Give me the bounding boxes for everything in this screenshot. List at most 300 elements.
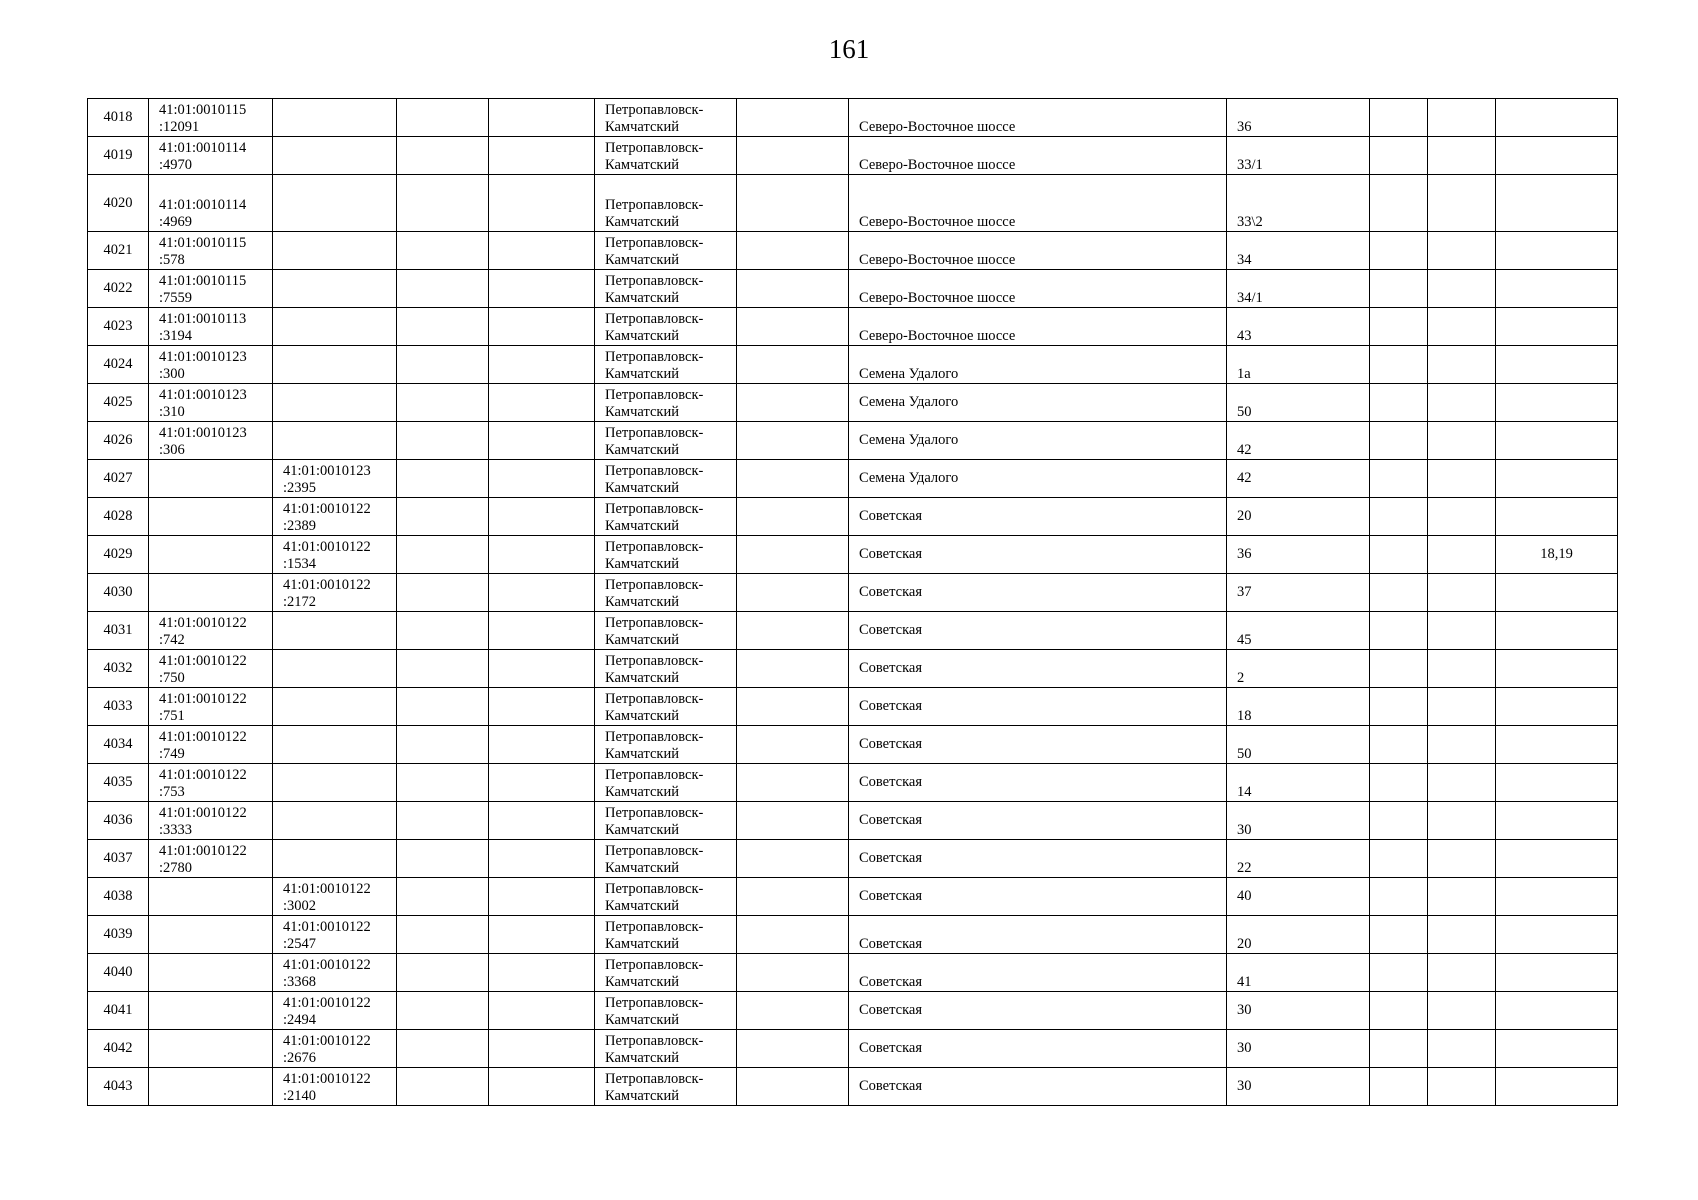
street-cell-text: Советская <box>859 698 922 714</box>
city-cell <box>595 954 737 992</box>
city-cell-text: Петропавловск- <box>605 102 704 118</box>
cadastral-number-alt-cell-text: 41:01:0010122 <box>283 1033 371 1049</box>
cadastral-number-alt-cell <box>273 422 397 460</box>
street-cell <box>849 650 1227 688</box>
city-cell <box>595 384 737 422</box>
cadastral-number-cell-text: 41:01:0010114 <box>159 197 247 213</box>
city-cell-text: Петропавловск- <box>605 273 704 289</box>
cadastral-number-cell-text: :306 <box>159 442 185 458</box>
row-number-cell-text: 4041 <box>103 1002 133 1018</box>
empty-cell <box>397 384 489 422</box>
city-cell <box>595 346 737 384</box>
house-number-cell-text: 36 <box>1237 546 1252 562</box>
table-row <box>88 536 1618 574</box>
table-row <box>88 650 1618 688</box>
street-cell-text: Советская <box>859 888 922 904</box>
street-cell-text: Семена Удалого <box>859 394 959 410</box>
street-cell <box>849 1068 1227 1106</box>
cadastral-number-cell <box>149 916 273 954</box>
table-row <box>88 992 1618 1030</box>
empty-cell <box>397 802 489 840</box>
street-cell <box>849 1030 1227 1068</box>
house-number-cell-text: 33/1 <box>1237 157 1263 173</box>
house-number-cell <box>1227 1068 1370 1106</box>
empty-cell <box>1370 840 1428 878</box>
note-cell <box>1496 536 1618 574</box>
street-cell-text: Северо-Восточное шоссе <box>859 252 1016 268</box>
house-number-cell-text: 42 <box>1237 470 1252 486</box>
house-number-cell <box>1227 346 1370 384</box>
empty-cell <box>737 232 849 270</box>
city-cell-text: Петропавловск- <box>605 501 704 517</box>
row-number-cell-text: 4042 <box>103 1040 133 1056</box>
note-cell <box>1496 840 1618 878</box>
cadastral-number-cell <box>149 99 273 137</box>
city-cell-text: Камчатский <box>605 746 679 762</box>
cadastral-number-cell-text: :749 <box>159 746 185 762</box>
empty-cell <box>737 878 849 916</box>
street-cell-text: Северо-Восточное шоссе <box>859 157 1016 173</box>
city-cell-text: Петропавловск- <box>605 881 704 897</box>
row-number-cell-text: 4038 <box>103 888 133 904</box>
empty-cell <box>737 384 849 422</box>
empty-cell <box>737 99 849 137</box>
cadastral-number-cell <box>149 612 273 650</box>
cadastral-number-cell <box>149 840 273 878</box>
empty-cell <box>397 498 489 536</box>
house-number-cell-text: 40 <box>1237 888 1252 904</box>
note-cell <box>1496 498 1618 536</box>
empty-cell <box>1428 175 1496 232</box>
street-cell <box>849 99 1227 137</box>
cadastral-number-cell <box>149 650 273 688</box>
empty-cell <box>489 137 595 175</box>
house-number-cell <box>1227 954 1370 992</box>
cadastral-number-cell-text: :751 <box>159 708 185 724</box>
row-number-cell <box>88 840 149 878</box>
empty-cell <box>489 536 595 574</box>
empty-cell <box>737 460 849 498</box>
cadastral-number-alt-cell-text: :2389 <box>283 518 317 534</box>
street-cell <box>849 498 1227 536</box>
note-cell <box>1496 992 1618 1030</box>
city-cell-text: Камчатский <box>605 366 679 382</box>
house-number-cell-text: 34/1 <box>1237 290 1263 306</box>
street-cell <box>849 802 1227 840</box>
city-cell-text: Петропавловск- <box>605 729 704 745</box>
cadastral-number-alt-cell <box>273 954 397 992</box>
empty-cell <box>737 536 849 574</box>
house-number-cell-text: 1а <box>1237 366 1251 382</box>
cadastral-number-alt-cell <box>273 536 397 574</box>
cadastral-number-cell <box>149 384 273 422</box>
row-number-cell-text: 4036 <box>103 812 133 828</box>
empty-cell <box>737 498 849 536</box>
cadastral-number-cell-text: :3194 <box>159 328 193 344</box>
table-row <box>88 954 1618 992</box>
cadastral-number-cell-text: :742 <box>159 632 185 648</box>
empty-cell <box>489 688 595 726</box>
street-cell-text: Северо-Восточное шоссе <box>859 119 1016 135</box>
empty-cell <box>397 137 489 175</box>
city-cell-text: Камчатский <box>605 632 679 648</box>
street-cell <box>849 346 1227 384</box>
row-number-cell-text: 4027 <box>103 470 133 486</box>
row-number-cell <box>88 1030 149 1068</box>
cadastral-number-alt-cell <box>273 650 397 688</box>
house-number-cell-text: 45 <box>1237 632 1252 648</box>
empty-cell <box>1370 612 1428 650</box>
cadastral-number-cell <box>149 346 273 384</box>
city-cell-text: Петропавловск- <box>605 653 704 669</box>
street-cell <box>849 954 1227 992</box>
city-cell-text: Камчатский <box>605 1088 679 1104</box>
cadastral-number-cell-text: 41:01:0010115 <box>159 273 247 289</box>
empty-cell <box>397 422 489 460</box>
street-cell <box>849 840 1227 878</box>
cadastral-number-alt-cell <box>273 137 397 175</box>
street-cell-text: Советская <box>859 1002 922 1018</box>
cadastral-number-cell-text: 41:01:0010123 <box>159 387 247 403</box>
house-number-cell-text: 30 <box>1237 1002 1252 1018</box>
row-number-cell <box>88 137 149 175</box>
city-cell-text: Камчатский <box>605 936 679 952</box>
city-cell-text: Петропавловск- <box>605 577 704 593</box>
note-cell <box>1496 384 1618 422</box>
empty-cell <box>1370 688 1428 726</box>
cadastral-number-cell <box>149 536 273 574</box>
city-cell-text: Петропавловск- <box>605 767 704 783</box>
row-number-cell <box>88 460 149 498</box>
row-number-cell-text: 4039 <box>103 926 133 942</box>
empty-cell <box>1370 346 1428 384</box>
empty-cell <box>737 308 849 346</box>
house-number-cell <box>1227 916 1370 954</box>
empty-cell <box>1428 992 1496 1030</box>
house-number-cell-text: 22 <box>1237 860 1252 876</box>
note-cell <box>1496 1030 1618 1068</box>
table-row <box>88 422 1618 460</box>
cadastral-number-cell-text: 41:01:0010122 <box>159 691 247 707</box>
empty-cell <box>737 346 849 384</box>
table-row <box>88 802 1618 840</box>
cadastral-number-alt-cell <box>273 612 397 650</box>
city-cell <box>595 137 737 175</box>
city-cell-text: Камчатский <box>605 119 679 135</box>
cadastral-number-alt-cell <box>273 916 397 954</box>
table-row <box>88 99 1618 137</box>
empty-cell <box>397 99 489 137</box>
empty-cell <box>489 840 595 878</box>
street-cell-text: Семена Удалого <box>859 470 959 486</box>
street-cell-text: Северо-Восточное шоссе <box>859 328 1016 344</box>
city-cell-text: Петропавловск- <box>605 691 704 707</box>
empty-cell <box>397 460 489 498</box>
cadastral-number-cell <box>149 422 273 460</box>
cadastral-number-cell-text: :12091 <box>159 119 200 135</box>
street-cell-text: Советская <box>859 974 922 990</box>
cadastral-number-cell-text: 41:01:0010123 <box>159 425 247 441</box>
row-number-cell-text: 4030 <box>103 584 133 600</box>
city-cell <box>595 764 737 802</box>
empty-cell <box>1428 384 1496 422</box>
empty-cell <box>1370 878 1428 916</box>
city-cell <box>595 878 737 916</box>
cadastral-number-cell <box>149 764 273 802</box>
house-number-cell <box>1227 137 1370 175</box>
row-number-cell <box>88 802 149 840</box>
cadastral-number-cell <box>149 1030 273 1068</box>
empty-cell <box>1428 916 1496 954</box>
empty-cell <box>489 726 595 764</box>
cadastral-number-alt-cell-text: :2494 <box>283 1012 317 1028</box>
house-number-cell <box>1227 688 1370 726</box>
empty-cell <box>1428 764 1496 802</box>
city-cell-text: Камчатский <box>605 480 679 496</box>
street-cell-text: Семена Удалого <box>859 432 959 448</box>
empty-cell <box>489 1030 595 1068</box>
city-cell-text: Камчатский <box>605 594 679 610</box>
city-cell-text: Камчатский <box>605 442 679 458</box>
city-cell-text: Петропавловск- <box>605 425 704 441</box>
street-cell-text: Советская <box>859 546 922 562</box>
house-number-cell-text: 30 <box>1237 1040 1252 1056</box>
house-number-cell <box>1227 460 1370 498</box>
street-cell <box>849 536 1227 574</box>
empty-cell <box>1428 688 1496 726</box>
cadastral-number-cell-text: :4970 <box>159 157 193 173</box>
row-number-cell-text: 4043 <box>103 1078 133 1094</box>
street-cell <box>849 175 1227 232</box>
empty-cell <box>737 1030 849 1068</box>
city-cell-text: Петропавловск- <box>605 539 704 555</box>
city-cell-text: Камчатский <box>605 784 679 800</box>
cadastral-number-alt-cell <box>273 992 397 1030</box>
street-cell <box>849 764 1227 802</box>
city-cell-text: Камчатский <box>605 290 679 306</box>
row-number-cell <box>88 688 149 726</box>
cadastral-number-cell-text: 41:01:0010122 <box>159 729 247 745</box>
city-cell-text: Петропавловск- <box>605 615 704 631</box>
house-number-cell-text: 42 <box>1237 442 1252 458</box>
street-cell <box>849 384 1227 422</box>
table-row <box>88 1030 1618 1068</box>
empty-cell <box>1370 536 1428 574</box>
note-cell <box>1496 422 1618 460</box>
cadastral-number-cell <box>149 954 273 992</box>
city-cell-text: Камчатский <box>605 404 679 420</box>
note-cell <box>1496 726 1618 764</box>
cadastral-number-cell <box>149 270 273 308</box>
row-number-cell-text: 4035 <box>103 774 133 790</box>
table-row <box>88 878 1618 916</box>
city-cell-text: Петропавловск- <box>605 387 704 403</box>
row-number-cell-text: 4025 <box>103 394 133 410</box>
empty-cell <box>737 802 849 840</box>
house-number-cell <box>1227 992 1370 1030</box>
empty-cell <box>489 802 595 840</box>
empty-cell <box>1370 650 1428 688</box>
empty-cell <box>489 650 595 688</box>
empty-cell <box>1370 574 1428 612</box>
empty-cell <box>1370 992 1428 1030</box>
street-cell <box>849 688 1227 726</box>
empty-cell <box>1428 878 1496 916</box>
empty-cell <box>1428 650 1496 688</box>
house-number-cell <box>1227 802 1370 840</box>
street-cell <box>849 137 1227 175</box>
city-cell <box>595 992 737 1030</box>
row-number-cell <box>88 175 149 232</box>
cadastral-number-alt-cell <box>273 460 397 498</box>
cadastral-number-cell-text: :578 <box>159 252 185 268</box>
house-number-cell-text: 41 <box>1237 974 1252 990</box>
row-number-cell <box>88 764 149 802</box>
city-cell <box>595 270 737 308</box>
street-cell <box>849 726 1227 764</box>
city-cell-text: Петропавловск- <box>605 957 704 973</box>
empty-cell <box>1370 1030 1428 1068</box>
table-row <box>88 1068 1618 1106</box>
table-row <box>88 574 1618 612</box>
empty-cell <box>489 764 595 802</box>
table-row <box>88 840 1618 878</box>
cadastral-number-cell <box>149 726 273 764</box>
note-cell <box>1496 460 1618 498</box>
table-row <box>88 232 1618 270</box>
address-table <box>87 98 1618 1106</box>
empty-cell <box>397 878 489 916</box>
street-cell-text: Советская <box>859 584 922 600</box>
empty-cell <box>1428 612 1496 650</box>
row-number-cell-text: 4020 <box>103 194 133 211</box>
city-cell-text: Петропавловск- <box>605 349 704 365</box>
empty-cell <box>397 688 489 726</box>
empty-cell <box>1370 460 1428 498</box>
row-number-cell <box>88 954 149 992</box>
empty-cell <box>737 650 849 688</box>
cadastral-number-alt-cell-text: :2395 <box>283 480 317 496</box>
row-number-cell-text: 4022 <box>103 280 133 296</box>
row-number-cell <box>88 878 149 916</box>
street-cell <box>849 422 1227 460</box>
empty-cell <box>489 308 595 346</box>
empty-cell <box>489 422 595 460</box>
cadastral-number-cell-text: :753 <box>159 784 185 800</box>
street-cell <box>849 308 1227 346</box>
note-cell <box>1496 916 1618 954</box>
city-cell-text: Петропавловск- <box>605 1033 704 1049</box>
city-cell <box>595 1068 737 1106</box>
empty-cell <box>1370 232 1428 270</box>
cadastral-number-cell-text: 41:01:0010122 <box>159 767 247 783</box>
house-number-cell <box>1227 574 1370 612</box>
note-cell <box>1496 612 1618 650</box>
cadastral-number-cell-text: :2780 <box>159 860 193 876</box>
empty-cell <box>1370 1068 1428 1106</box>
empty-cell <box>1370 270 1428 308</box>
city-cell-text: Петропавловск- <box>605 463 704 479</box>
empty-cell <box>1370 308 1428 346</box>
house-number-cell <box>1227 232 1370 270</box>
empty-cell <box>397 308 489 346</box>
cadastral-number-alt-cell-text: :1534 <box>283 556 317 572</box>
cadastral-number-alt-cell <box>273 308 397 346</box>
city-cell-text: Камчатский <box>605 898 679 914</box>
street-cell <box>849 574 1227 612</box>
empty-cell <box>1370 498 1428 536</box>
empty-cell <box>1370 802 1428 840</box>
empty-cell <box>489 574 595 612</box>
city-cell-text: Камчатский <box>605 556 679 572</box>
note-cell <box>1496 802 1618 840</box>
empty-cell <box>489 954 595 992</box>
city-cell-text: Петропавловск- <box>605 1071 704 1087</box>
note-cell <box>1496 232 1618 270</box>
row-number-cell-text: 4040 <box>103 964 133 980</box>
house-number-cell-text: 34 <box>1237 252 1252 268</box>
house-number-cell-text: 18 <box>1237 708 1252 724</box>
house-number-cell-text: 30 <box>1237 1078 1252 1094</box>
house-number-cell <box>1227 1030 1370 1068</box>
house-number-cell <box>1227 536 1370 574</box>
street-cell-text: Советская <box>859 660 922 676</box>
row-number-cell <box>88 612 149 650</box>
empty-cell <box>737 270 849 308</box>
row-number-cell <box>88 308 149 346</box>
city-cell <box>595 460 737 498</box>
city-cell-text: Петропавловск- <box>605 995 704 1011</box>
street-cell <box>849 270 1227 308</box>
row-number-cell <box>88 726 149 764</box>
row-number-cell <box>88 498 149 536</box>
cadastral-number-alt-cell <box>273 1030 397 1068</box>
cadastral-number-cell-text: 41:01:0010122 <box>159 843 247 859</box>
house-number-cell-text: 30 <box>1237 822 1252 838</box>
city-cell-text: Камчатский <box>605 974 679 990</box>
row-number-cell <box>88 384 149 422</box>
row-number-cell <box>88 232 149 270</box>
house-number-cell <box>1227 498 1370 536</box>
house-number-cell <box>1227 308 1370 346</box>
empty-cell <box>1428 954 1496 992</box>
street-cell-text: Советская <box>859 936 922 952</box>
empty-cell <box>737 840 849 878</box>
empty-cell <box>1370 137 1428 175</box>
street-cell <box>849 878 1227 916</box>
cadastral-number-cell <box>149 460 273 498</box>
table-row <box>88 270 1618 308</box>
city-cell-text: Петропавловск- <box>605 140 704 156</box>
street-cell <box>849 916 1227 954</box>
street-cell-text: Советская <box>859 736 922 752</box>
empty-cell <box>1428 574 1496 612</box>
note-cell <box>1496 270 1618 308</box>
house-number-cell <box>1227 175 1370 232</box>
cadastral-number-cell-text: :750 <box>159 670 185 686</box>
empty-cell <box>397 574 489 612</box>
cadastral-number-cell <box>149 137 273 175</box>
empty-cell <box>1428 802 1496 840</box>
city-cell <box>595 612 737 650</box>
row-number-cell-text: 4024 <box>103 356 133 372</box>
cadastral-number-alt-cell <box>273 878 397 916</box>
cadastral-number-cell-text: :4969 <box>159 214 193 230</box>
city-cell-text: Петропавловск- <box>605 919 704 935</box>
empty-cell <box>737 916 849 954</box>
city-cell <box>595 175 737 232</box>
empty-cell <box>397 1068 489 1106</box>
